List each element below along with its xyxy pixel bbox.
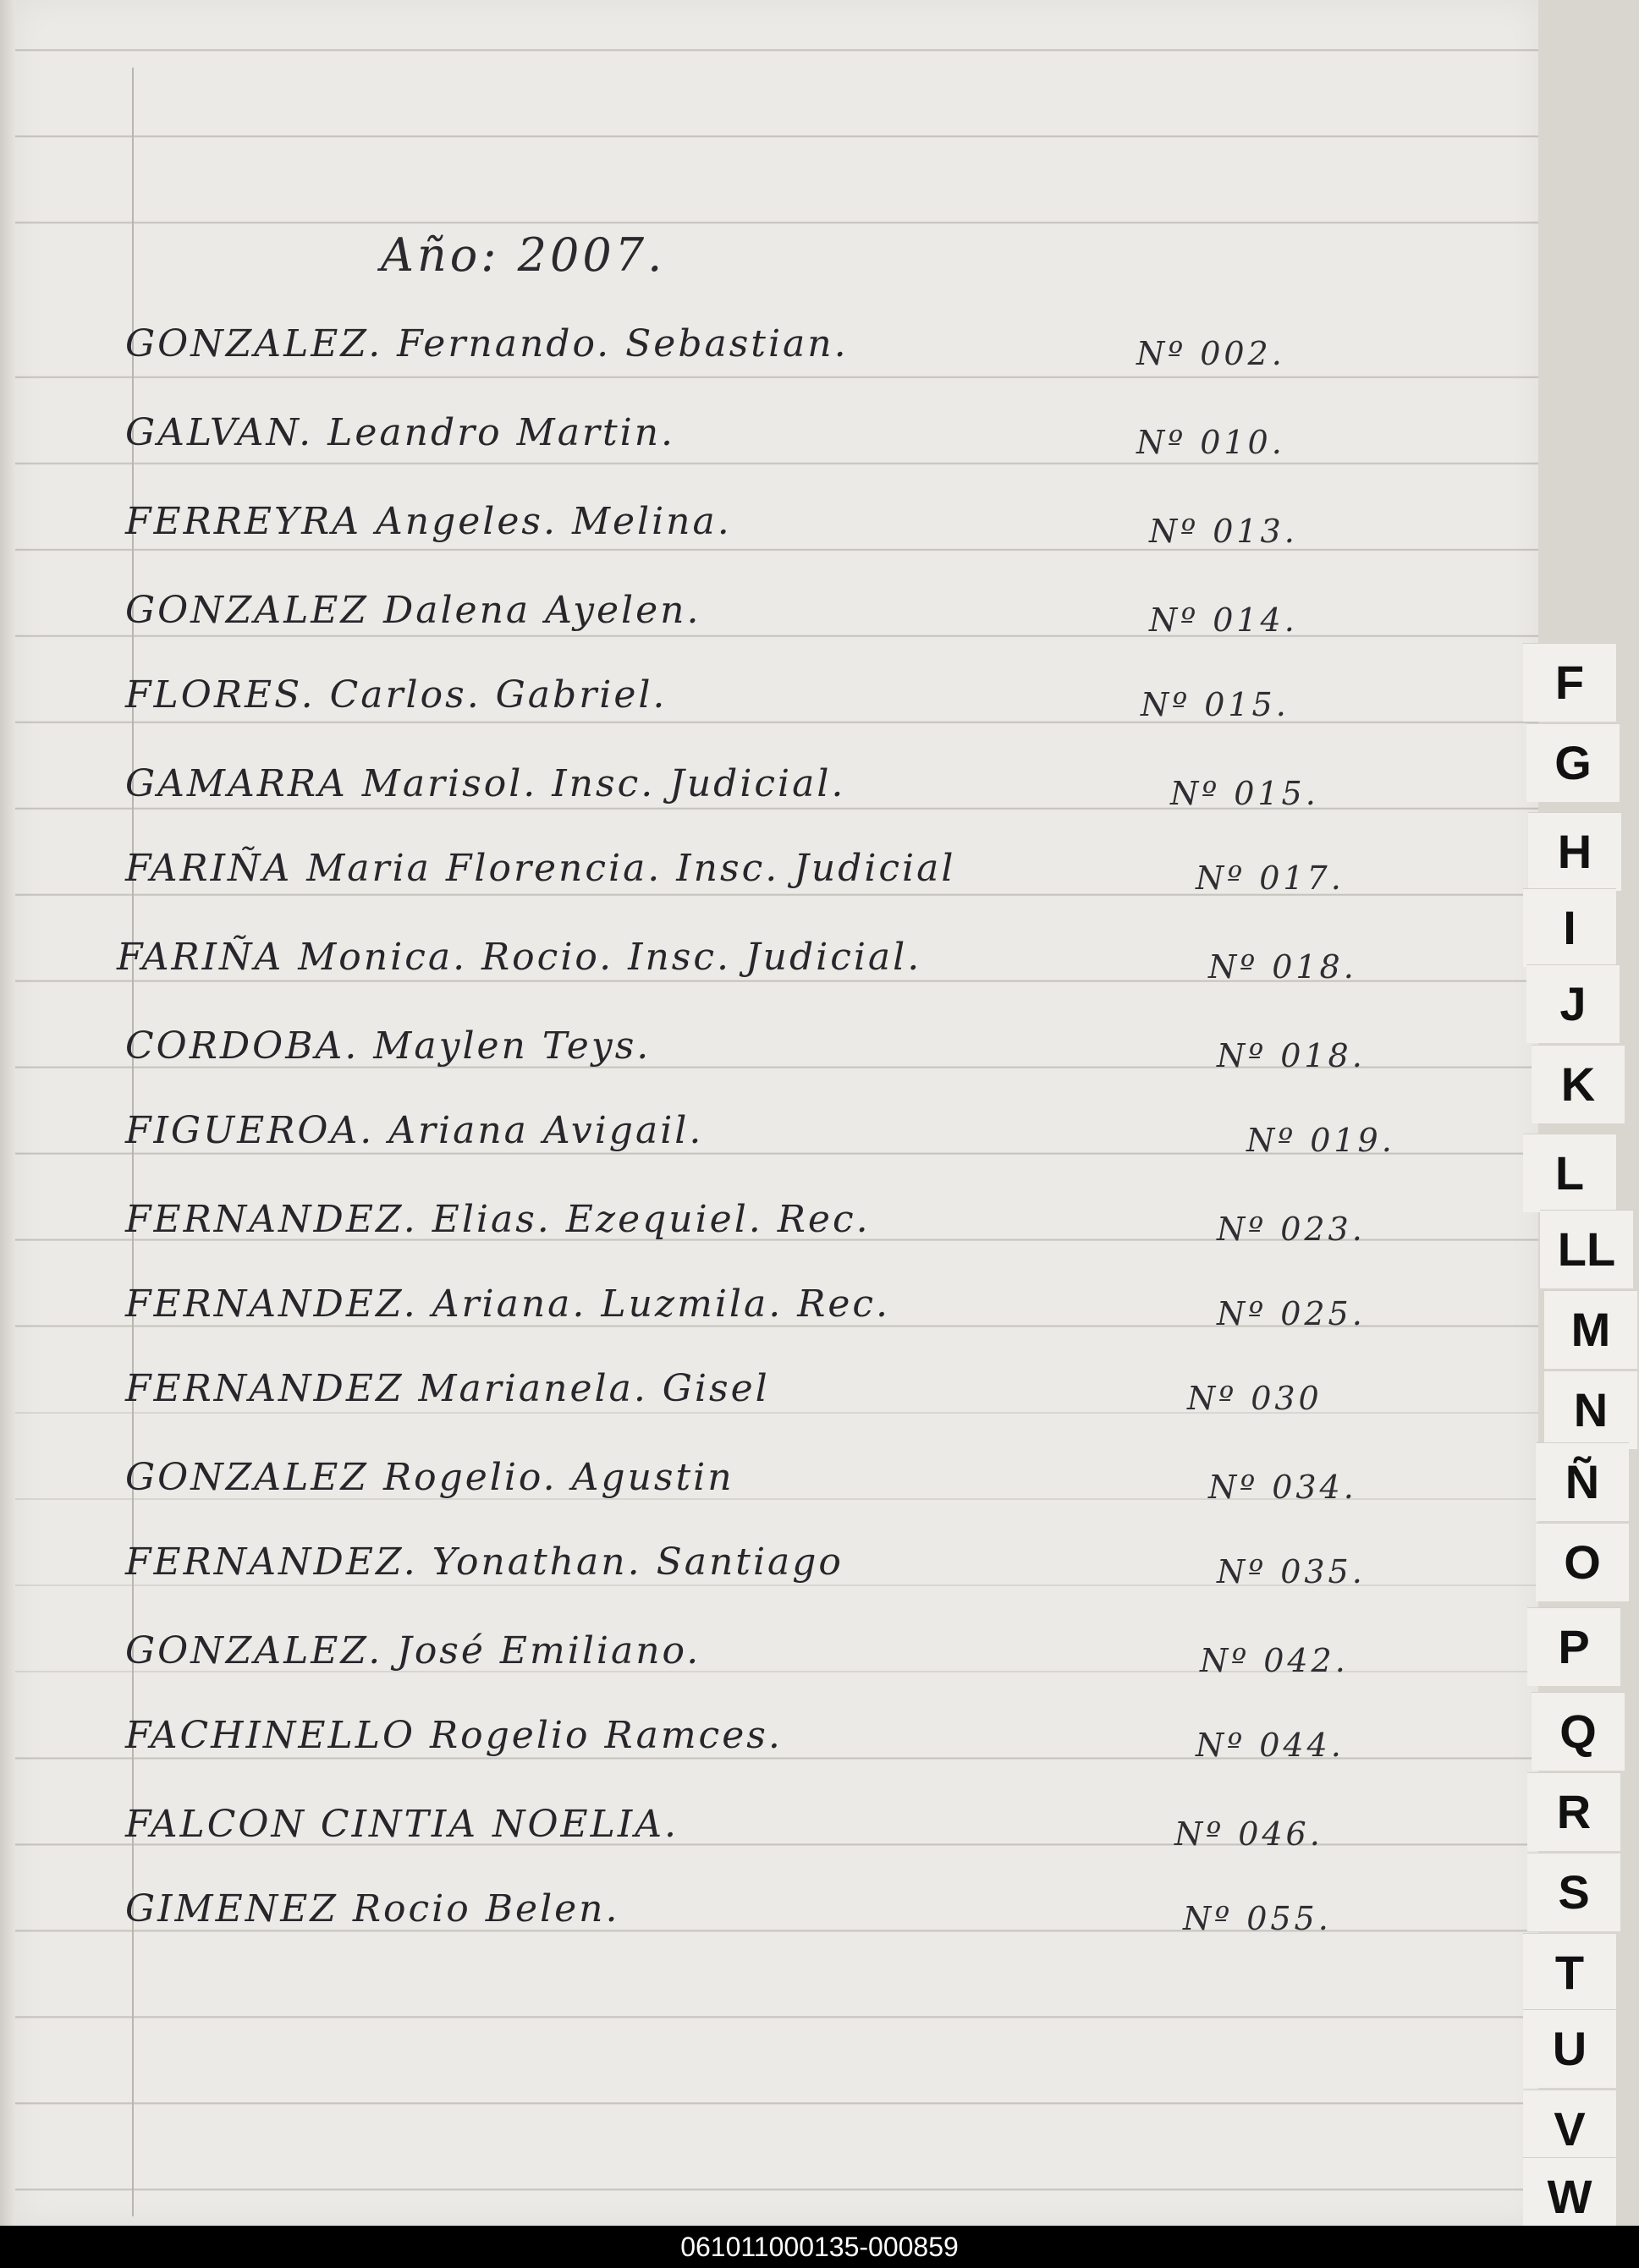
register-entry (125, 1091, 1521, 1159)
register-entry (125, 305, 1521, 372)
entry-number: Nº 019. (1246, 1122, 1395, 1159)
index-tab[interactable]: I (1523, 888, 1616, 967)
entry-name: FERNANDEZ. Elias. Ezequiel. Rec. (125, 1198, 871, 1241)
entry-name: FLORES. Carlos. Gabriel. (125, 673, 668, 717)
register-entry (125, 656, 1521, 723)
scan-id-footer: 061011000135-000859 (0, 2226, 1639, 2268)
index-tab[interactable]: F (1523, 643, 1616, 722)
entry-name: CORDOBA. Maylen Teys. (125, 1024, 652, 1068)
index-tab[interactable]: G (1526, 723, 1620, 802)
entry-name: FERNANDEZ Marianela. Gisel (125, 1367, 770, 1410)
entry-number: Nº 018. (1208, 948, 1357, 986)
entry-number: Nº 002. (1136, 335, 1285, 372)
entry-number: Nº 046. (1174, 1815, 1323, 1853)
index-tab[interactable]: Q (1532, 1692, 1625, 1771)
alphabet-index-tabs (1523, 643, 1639, 2226)
entry-name: FERNANDEZ. Yonathan. Santiago (125, 1540, 844, 1584)
register-entry (125, 1785, 1521, 1853)
register-entry (125, 1265, 1521, 1332)
index-tab[interactable]: S (1527, 1853, 1620, 1931)
entry-number: Nº 044. (1196, 1727, 1345, 1764)
entry-number: Nº 015. (1141, 686, 1290, 723)
entry-name: GAMARRA Marisol. Insc. Judicial. (125, 762, 846, 805)
entry-name: GALVAN. Leandro Martin. (125, 411, 676, 454)
index-tab[interactable]: J (1526, 964, 1620, 1043)
index-tab[interactable]: K (1532, 1045, 1625, 1123)
entry-name: GONZALEZ. José Emiliano. (125, 1629, 701, 1672)
index-tab[interactable]: LL (1540, 1210, 1633, 1288)
register-entry (125, 744, 1521, 812)
entry-name: FERNANDEZ. Ariana. Luzmila. Rec. (125, 1282, 890, 1326)
entry-name: FIGUEROA. Ariana Avigail. (125, 1109, 704, 1152)
register-entry (125, 571, 1521, 639)
register-entry (125, 482, 1521, 550)
page-heading: Año: 2007. (381, 228, 666, 282)
entry-number: Nº 013. (1149, 513, 1298, 550)
entry-number: Nº 015. (1170, 775, 1319, 812)
index-tab[interactable]: T (1523, 1933, 1616, 2012)
index-tab[interactable]: P (1527, 1607, 1620, 1686)
notebook-binding-edge (0, 0, 15, 2226)
register-entry (125, 1612, 1521, 1679)
register-entry (117, 918, 1521, 986)
entry-name: GONZALEZ. Fernando. Sebastian. (125, 322, 849, 365)
register-entry (125, 1180, 1521, 1248)
entry-name: FERREYRA Angeles. Melina. (125, 500, 732, 543)
index-tab[interactable]: R (1527, 1772, 1620, 1851)
entry-number: Nº 023. (1217, 1211, 1366, 1248)
register-entry (125, 1870, 1521, 1937)
entry-number: Nº 010. (1136, 424, 1285, 461)
register-entry (125, 1438, 1521, 1506)
register-entry (125, 1007, 1521, 1074)
entry-number: Nº 025. (1217, 1295, 1366, 1332)
index-tab[interactable]: H (1528, 812, 1621, 891)
index-tab[interactable]: O (1536, 1523, 1629, 1601)
entry-number: Nº 014. (1149, 601, 1298, 639)
register-entry (125, 1523, 1521, 1590)
entry-number: Nº 030 (1187, 1380, 1323, 1417)
entry-number: Nº 055. (1183, 1900, 1332, 1937)
register-entry (125, 1696, 1521, 1764)
index-tab[interactable]: Ñ (1536, 1442, 1629, 1521)
entry-number: Nº 035. (1217, 1553, 1366, 1590)
entry-name: GIMENEZ Rocio Belen. (125, 1887, 620, 1930)
index-tab[interactable]: N (1544, 1370, 1637, 1449)
entry-name: FACHINELLO Rogelio Ramces. (125, 1714, 783, 1757)
index-tab[interactable]: V (1523, 2090, 1616, 2168)
entry-number: Nº 018. (1217, 1037, 1366, 1074)
entry-number: Nº 034. (1208, 1469, 1357, 1506)
entry-name: FARIÑA Maria Florencia. Insc. Judicial (125, 847, 956, 890)
entry-name: FARIÑA Monica. Rocio. Insc. Judicial. (117, 936, 922, 979)
index-tab[interactable]: M (1544, 1290, 1637, 1369)
index-tab[interactable]: W (1523, 2157, 1616, 2236)
index-tab[interactable]: L (1523, 1134, 1616, 1212)
entry-name: GONZALEZ Dalena Ayelen. (125, 589, 701, 632)
entry-name: GONZALEZ Rogelio. Agustin (125, 1456, 734, 1499)
register-entry (125, 829, 1521, 897)
entry-name: FALCON CINTIA NOELIA. (125, 1803, 679, 1846)
index-tab[interactable]: U (1523, 2009, 1616, 2088)
entry-number: Nº 017. (1196, 859, 1345, 897)
entry-number: Nº 042. (1200, 1642, 1349, 1679)
register-entry (125, 393, 1521, 461)
register-entry (125, 1349, 1521, 1417)
